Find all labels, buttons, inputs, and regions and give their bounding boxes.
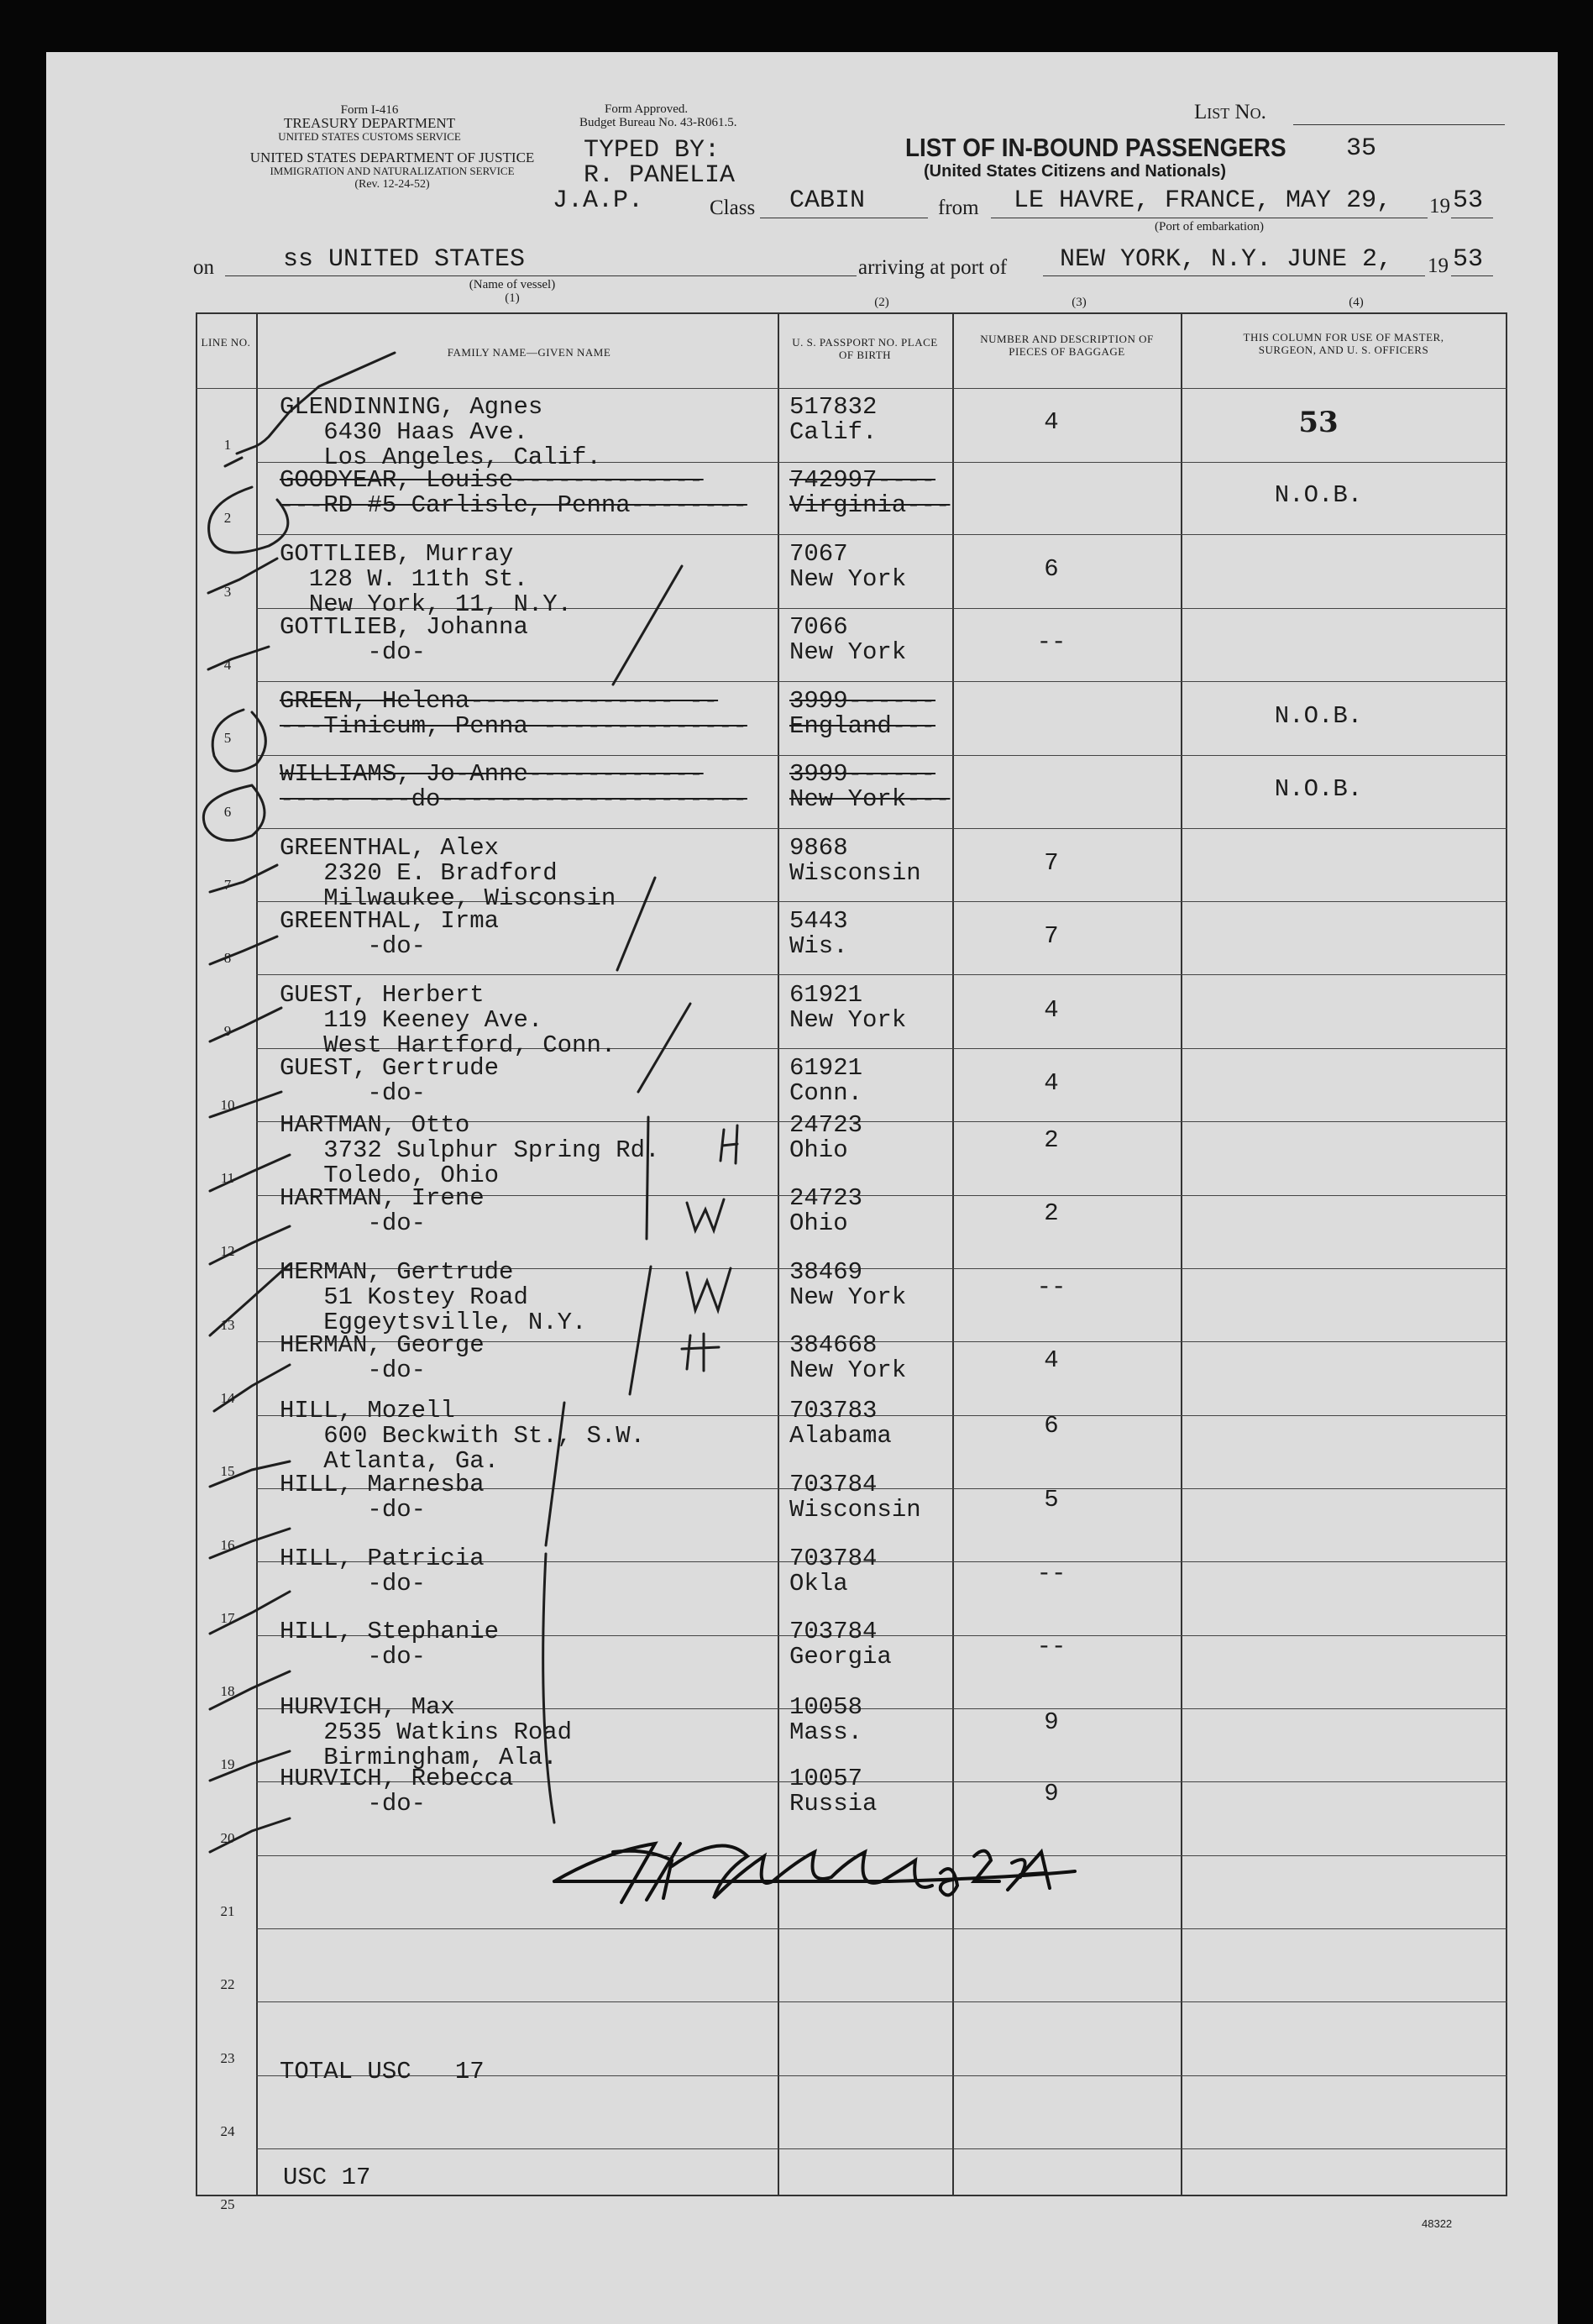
checkmark — [208, 647, 269, 669]
list-subtitle: (United States Citizens and Nationals) — [924, 162, 1227, 181]
line-number: 14 — [220, 1389, 235, 1406]
passport-number: 7066 — [789, 613, 848, 641]
vessel-name: ss UNITED STATES — [283, 245, 526, 274]
revision-label: (Rev. 12-24-52) — [354, 178, 430, 191]
treasury-department: TREASURY DEPARTMENT — [283, 115, 456, 131]
circle-mark — [209, 487, 288, 553]
embarkation-port: LE HAVRE, FRANCE, MAY 29, — [1014, 186, 1392, 215]
passenger-name: GREEN, Helena-------------- -- — [280, 687, 719, 715]
place-of-birth: Wis. — [789, 932, 848, 960]
pen-stroke — [630, 1267, 651, 1394]
pen-stroke — [546, 1403, 564, 1545]
line-number: 6 — [223, 803, 232, 820]
pen-stroke — [613, 566, 682, 685]
place-of-birth: Okla — [789, 1570, 848, 1597]
baggage-count: 7 — [1044, 922, 1059, 950]
passport-number: 24723 — [789, 1111, 863, 1139]
passenger-address: 2320 E. Bradford — [280, 859, 558, 887]
line-number: 5 — [223, 730, 232, 747]
passenger-address-city: Birmingham, Ala. — [280, 1744, 558, 1771]
typed-by-initials: J.A.P. — [553, 186, 644, 215]
line-number: 1 — [223, 437, 232, 453]
passenger-address: ----- ---do--------------------- — [280, 785, 747, 813]
place-of-birth: Virginia--- — [789, 491, 951, 519]
from-year: 53 — [1453, 186, 1484, 215]
place-of-birth: Russia — [789, 1790, 878, 1818]
vessel-caption-text: (Name of vessel) — [469, 278, 556, 291]
passenger-address: -do- — [280, 1209, 427, 1237]
checkmark — [210, 1226, 290, 1264]
line-number: 21 — [220, 1903, 235, 1919]
department-of-justice: UNITED STATES DEPARTMENT OF JUSTICE — [249, 150, 535, 165]
typed-by-name: R. PANELIA — [584, 161, 736, 190]
budget-bureau: Budget Bureau No. 43-R061.5. — [579, 116, 737, 129]
line-number: 17 — [220, 1609, 235, 1626]
line-number: 18 — [220, 1683, 235, 1700]
place-of-birth: New York — [789, 1356, 907, 1384]
baggage-count: 6 — [1044, 555, 1059, 583]
passenger-address-city: Los Angeles, Calif. — [280, 443, 601, 471]
vessel-column-number: (1) — [505, 291, 520, 305]
circle-mark — [212, 710, 265, 771]
line-number: 23 — [220, 2049, 235, 2066]
passenger-address: -do- — [280, 1790, 427, 1818]
usc-count: USC 17 — [283, 2164, 371, 2191]
line-number: 10 — [220, 1096, 235, 1113]
baggage-count: 9 — [1044, 1708, 1059, 1736]
line-number: 8 — [223, 950, 232, 967]
checkmark — [214, 1365, 290, 1411]
col-header-baggage: NUMBER AND DESCRIPTION OF PIECES OF BAGGAGE — [980, 333, 1154, 358]
baggage-count: 9 — [1044, 1780, 1059, 1807]
passenger-name: HILL, Mozell — [280, 1397, 455, 1424]
class-value: CABIN — [789, 186, 866, 215]
officer-note: N.O.B. — [1274, 702, 1363, 730]
place-of-birth: Calif. — [789, 418, 878, 446]
passenger-address-city: New York, 11, N.Y. — [280, 590, 573, 618]
baggage-count: 6 — [1044, 1412, 1059, 1440]
passenger-name: GLENDINNING, Agnes — [280, 393, 543, 421]
place-of-birth: Ohio — [789, 1209, 848, 1237]
col-header-name: FAMILY NAME—GIVEN NAME — [447, 346, 611, 359]
passenger-address: -do- — [280, 1079, 427, 1107]
passport-number: 384668 — [789, 1331, 878, 1359]
line-number: 11 — [220, 1170, 235, 1186]
passenger-address: -do- — [280, 638, 427, 666]
passenger-name: HURVICH, Max — [280, 1693, 455, 1721]
typed-by-label: TYPED BY: — [584, 136, 721, 165]
passenger-address: ---RD #5 Carlisle, Penna-------- — [280, 491, 747, 519]
passenger-address: 600 Beckwith St., S.W. — [280, 1422, 646, 1450]
passenger-address-city: Eggeytsville, N.Y. — [280, 1309, 587, 1336]
passenger-name: GREENTHAL, Alex — [280, 834, 500, 862]
place-of-birth: Ohio — [789, 1136, 848, 1164]
checkmark — [237, 353, 395, 454]
checkmark — [210, 1671, 290, 1709]
passenger-address: -do- — [280, 1643, 427, 1671]
class-label: Class — [710, 197, 756, 219]
place-of-birth: New York--- — [789, 785, 951, 813]
checkmark — [210, 1751, 290, 1781]
checkmark — [208, 559, 277, 593]
passenger-name: HERMAN, Gertrude — [280, 1258, 514, 1286]
officer-note: 53 — [1298, 406, 1339, 439]
line-number: 20 — [220, 1829, 235, 1846]
passenger-name: GUEST, Gertrude — [280, 1054, 500, 1082]
place-of-birth: Wisconsin — [789, 859, 921, 887]
line-number: 7 — [223, 876, 232, 893]
pen-w — [687, 1199, 724, 1230]
passenger-name: HARTMAN, Otto — [280, 1111, 470, 1139]
line-number: 16 — [220, 1536, 235, 1553]
checkmark — [210, 1529, 290, 1558]
pen-w — [687, 1268, 731, 1310]
passport-number: 703784 — [789, 1618, 878, 1645]
col-num-2: (2) — [874, 296, 889, 309]
baggage-count: -- — [1036, 1560, 1066, 1587]
passenger-address: 119 Keeney Ave. — [280, 1006, 543, 1034]
place-of-birth: New York — [789, 1283, 907, 1311]
passport-number: 9868 — [789, 834, 848, 862]
passport-number: 517832 — [789, 393, 878, 421]
passport-number: 10058 — [789, 1693, 863, 1721]
baggage-count: 4 — [1044, 996, 1059, 1024]
checkmark — [210, 1155, 290, 1191]
passenger-name: HURVICH, Rebecca — [280, 1765, 514, 1792]
baggage-count: 4 — [1044, 408, 1059, 436]
passport-number: 10057 — [789, 1765, 863, 1792]
passenger-address: 6430 Haas Ave. — [280, 418, 528, 446]
col-num-3: (3) — [1072, 296, 1087, 309]
passenger-address: 3732 Sulphur Spring Rd. — [280, 1136, 660, 1164]
passenger-address: 51 Kostey Road — [280, 1283, 528, 1311]
passport-number: 5443 — [789, 907, 848, 935]
passport-number: 61921 — [789, 981, 863, 1009]
passenger-address: 2535 Watkins Road — [280, 1718, 573, 1746]
passenger-name: GOTTLIEB, Murray — [280, 540, 514, 568]
line-number: 4 — [223, 656, 232, 673]
passport-number: 703784 — [789, 1545, 878, 1572]
place-of-birth: Georgia — [789, 1643, 892, 1671]
passenger-address-city: Toledo, Ohio — [280, 1162, 500, 1189]
baggage-count: 7 — [1044, 849, 1059, 877]
line-number: 2 — [223, 510, 232, 527]
passport-number: 703784 — [789, 1471, 878, 1498]
checkmark — [210, 1264, 290, 1335]
list-no-label: List No. — [1194, 101, 1266, 123]
checkmark — [210, 936, 277, 964]
passport-number: 742997---- — [789, 466, 936, 494]
footer-code: 48322 — [1422, 2217, 1453, 2230]
checkmark — [210, 1008, 281, 1041]
signature-scrawl — [554, 1844, 1075, 1902]
line-number: 25 — [220, 2196, 235, 2213]
arriving-label: arriving at port of — [858, 256, 1008, 279]
place-of-birth: New York — [789, 1006, 907, 1034]
port-embarkation-caption: (Port of embarkation) — [1155, 220, 1264, 233]
passport-number: 3999------ — [789, 687, 936, 715]
line-number: 9 — [223, 1023, 232, 1040]
passenger-address: -do- — [280, 1496, 427, 1524]
passenger-name: HARTMAN, Irene — [280, 1184, 485, 1212]
passenger-name: HILL, Patricia — [280, 1545, 485, 1572]
place-of-birth: Wisconsin — [789, 1496, 921, 1524]
passenger-address: -do- — [280, 1570, 427, 1597]
pen-h — [721, 1125, 737, 1163]
form-number: Form I-416 — [340, 103, 399, 117]
on-label: on — [193, 256, 214, 279]
passport-number: 24723 — [789, 1184, 863, 1212]
line-number: 12 — [220, 1243, 235, 1260]
form-approved: Form Approved. — [605, 102, 689, 116]
col-header-line: LINE NO. — [201, 336, 251, 349]
passenger-name: GOODYEAR, Louise------------- — [280, 466, 704, 494]
passport-number: 3999------ — [789, 760, 936, 788]
passport-number: 703783 — [789, 1397, 878, 1424]
line-number: 13 — [220, 1316, 235, 1333]
passenger-name: HERMAN, George — [280, 1331, 485, 1359]
passenger-address-city: Milwaukee, Wisconsin — [280, 884, 616, 912]
arrival-port: NEW YORK, N.Y. JUNE 2, — [1060, 245, 1393, 274]
checkmark — [225, 458, 242, 466]
baggage-count: 5 — [1044, 1486, 1059, 1513]
pen-stroke — [638, 1004, 690, 1092]
baggage-count: -- — [1036, 628, 1066, 656]
baggage-count: -- — [1036, 1273, 1066, 1301]
checkmark — [210, 865, 277, 892]
passenger-name: WILLIAMS, Jo-Anne------------ — [280, 760, 704, 788]
passenger-name: GREENTHAL, Irma — [280, 907, 500, 935]
pen-stroke — [617, 878, 655, 970]
list-number: 35 — [1346, 134, 1377, 163]
from-label: from — [938, 197, 979, 219]
col-header-officers: THIS COLUMN FOR USE OF MASTER, SURGEON, AND U. S. OFFICERS — [1243, 331, 1444, 356]
col-num-4: (4) — [1349, 296, 1364, 309]
passenger-address: -do- — [280, 932, 427, 960]
passenger-address: 128 W. 11th St. — [280, 565, 528, 593]
baggage-count: 2 — [1044, 1126, 1059, 1154]
baggage-count: 2 — [1044, 1199, 1059, 1227]
arrival-year: 53 — [1453, 245, 1484, 274]
passport-number: 7067 — [789, 540, 848, 568]
officer-note: N.O.B. — [1274, 775, 1363, 803]
passenger-name: HILL, Marnesba — [280, 1471, 485, 1498]
place-of-birth: Alabama — [789, 1422, 892, 1450]
list-title: LIST OF IN-BOUND PASSENGERS — [905, 133, 1286, 162]
passenger-name: GUEST, Herbert — [280, 981, 485, 1009]
line-number: 3 — [223, 583, 232, 600]
line-number: 15 — [220, 1463, 235, 1480]
col-header-passport: U. S. PASSPORT NO. PLACE OF BIRTH — [792, 336, 938, 361]
passenger-name: HILL, Stephanie — [280, 1618, 500, 1645]
place-of-birth: Conn. — [789, 1079, 863, 1107]
passport-number: 61921 — [789, 1054, 863, 1082]
pen-stroke — [647, 1117, 648, 1239]
line-number: 22 — [220, 1976, 235, 1993]
officer-note: N.O.B. — [1274, 481, 1363, 509]
passenger-address: ---Tinicum, Penna -------------- — [280, 712, 747, 740]
place-of-birth: New York — [789, 565, 907, 593]
checkmark — [210, 1461, 290, 1487]
line-number: 19 — [220, 1756, 235, 1773]
baggage-count: 4 — [1044, 1346, 1059, 1374]
baggage-count: 4 — [1044, 1069, 1059, 1097]
total-usc: TOTAL USC 17 — [280, 2058, 485, 2085]
line-number: 24 — [220, 2122, 235, 2139]
ins-label: IMMIGRATION AND NATURALIZATION SERVICE — [270, 165, 515, 177]
place-of-birth: England--- — [789, 712, 936, 740]
passenger-name: GOTTLIEB, Johanna — [280, 613, 528, 641]
customs-service: UNITED STATES CUSTOMS SERVICE — [278, 130, 461, 143]
passenger-address: -do- — [280, 1356, 427, 1384]
checkmark — [210, 1818, 290, 1852]
place-of-birth: Mass. — [789, 1718, 863, 1746]
checkmark — [210, 1592, 290, 1634]
arrival-year-prefix: 19 — [1428, 254, 1449, 277]
passenger-address-city: West Hartford, Conn. — [280, 1031, 616, 1059]
pen-stroke — [543, 1554, 554, 1823]
checkmark — [210, 1092, 281, 1117]
pen-h — [682, 1334, 719, 1371]
place-of-birth: New York — [789, 638, 907, 666]
passenger-address-city: Atlanta, Ga. — [280, 1447, 500, 1475]
passport-number: 38469 — [789, 1258, 863, 1286]
baggage-count: -- — [1036, 1633, 1066, 1660]
circle-mark — [203, 785, 265, 841]
from-year-prefix: 19 — [1429, 195, 1450, 218]
